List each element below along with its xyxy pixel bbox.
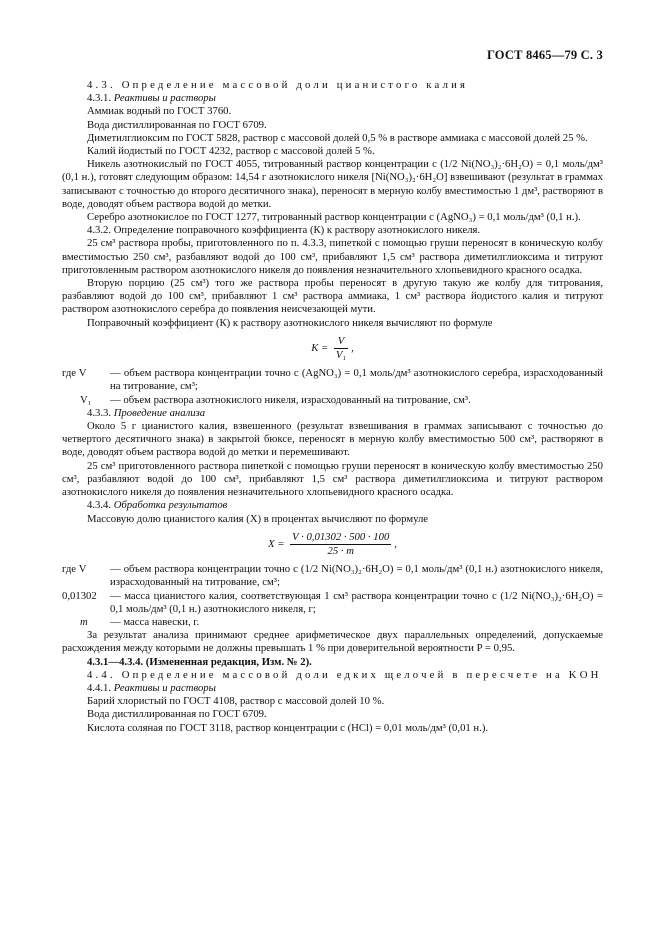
section-4-4-title: 4.4. Определение массовой доли едких щелочей в пересчете на KOH: [87, 668, 602, 681]
formula-x: X = $\frac{V \cdot 0,01302 \cdot 500 \cdot 100}{25 \cdot m}$ ,: [268, 530, 397, 557]
section-4-3-title: 4.3. Определение массовой доли цианистого калия: [87, 79, 469, 91]
definition-0-01302: 0,01302 — масса цианистого калия, соответствующая 1 см³ раствора концентрации точно с (1/2 Ni(NO₃)₂·6H₂O) = 0,1 моль/дм³ (0,1 н.) азотнокислого никеля, г;: [62, 589, 603, 615]
page-header: ГОСТ 8465—79 С. 3: [486, 48, 603, 62]
formula-k: K = $\frac{V}{\text{V₁}}$ ,: [311, 334, 354, 362]
subsection-4-3-1: 4.3.1. Реактивы и растворы: [87, 92, 216, 105]
paragraph-4-3-4-a: Массовую долю цианистого калия (X) в процентах вычисляют по формуле: [87, 512, 429, 525]
definition-v-2: где V — объем раствора концентрации точно с (1/2 Ni(NO₃)₂·6H₂O) = 0,1 моль/дм³ (0,1 н.) азотнокислого никеля, израсходованный на титрование, см³;: [62, 563, 603, 589]
subsection-4-3-2: 4.3.2. Определение поправочного коэффициента (К) к раствору азотнокислого никеля.: [87, 224, 481, 237]
formula-x-fraction: $\frac{V \cdot 0,01302 \cdot 500 \cdot 100}{25 \cdot m}$: [292, 530, 390, 557]
paragraph-4-3-2-b: Вторую порцию (25 см³) того же раствора пробы переносят в другую такую же колбу для титрования, разбавляют водой до 100 см³, прибавляют 1 см³ раствора аммиака, 1 см³ раствора йодистого калия и титруют раствором азотнокислого серебра до появления неисчезающей мути.: [62, 277, 603, 316]
reagent-dimethylglyoxime: Диметилглиоксим по ГОСТ 5828, раствор с массовой долей 0,5 % в растворе аммиака с массовой долей 25 %.: [87, 131, 588, 144]
paragraph-4-3-3-b: 25 см³ приготовленного раствора пипеткой с помощью груши переносят в коническую колбу вместимостью 250 см³, разбавляют водой до 100 см³, прибавляют 1,5 см³ раствора диметилглиоксима и титруют раствором азотнокислого никеля до появления незначительного хлопьевидного красного осадка.: [62, 459, 603, 499]
subsection-4-3-4: 4.3.4. Обработка результатов: [87, 499, 228, 512]
paragraph-4-3-2-c: Поправочный коэффициент (К) к раствору азотнокислого никеля вычисляют по формуле: [87, 316, 493, 329]
reagent-water: Вода дистиллированная по ГОСТ 6709.: [87, 118, 267, 131]
paragraph-4-3-3-a: Около 5 г цианистого калия, взвешенного (результат взвешивания в граммах записывают с точностью до четвертого десятичного знака) в закрытой бюксе, переносят в мерную колбу вместимостью 500 см³, растворяют в воде, доводят объем раствора водой до метки и перемешивают.: [62, 420, 603, 459]
reagent-potassium-iodide: Калий йодистый по ГОСТ 4232, раствор с массовой долей 5 %.: [87, 145, 375, 158]
formula-k-fraction: $\frac{V}{\text{V₁}}$: [335, 334, 347, 362]
document-body: [62, 79, 603, 735]
reagent-hydrochloric-acid: Кислота соляная по ГОСТ 3118, раствор концентрации с (HCl) = 0,01 моль/дм³ (0,01 н.).: [87, 721, 489, 734]
subsection-4-4-1: 4.4.1. Реактивы и растворы: [87, 681, 216, 694]
reagent-nickel-nitrate: Никель азотнокислый по ГОСТ 4055, титрованный раствор концентрации с (1/2 Ni(NO₃)₂·6H₂O) = 0,1 моль/дм³ (0,1 н.), готовят следующим образом: 14,54 г азотнокислого никеля [Ni(NO₃)₂·6H₂O] взвешивают (результат в граммах записывают с точностью до второго десятичного знака), переносят в мерную колбу вместимостью 1 дм³, растворяют в воде, доводят объем раствора водой до метки.: [62, 158, 603, 210]
reagent-ammonia: Аммиак водный по ГОСТ 3760.: [87, 105, 232, 118]
definition-m: m — масса навески, г.: [80, 615, 200, 628]
reagent-silver-nitrate: Серебро азотнокислое по ГОСТ 1277, титрованный раствор концентрации с (AgNO₃) = 0,1 моль/дм³ (0,1 н.).: [87, 211, 581, 224]
definition-v1: V₁ — объем раствора азотнокислого никеля, израсходованный на титрование, см³.: [80, 393, 471, 406]
reagent-water-2: Вода дистиллированная по ГОСТ 6709.: [87, 708, 267, 721]
amendment-note: 4.3.1—4.3.4. (Измененная редакция, Изм. № 2).: [87, 655, 312, 668]
paragraph-4-3-2-a: 25 см³ раствора пробы, приготовленного по п. 4.3.3, пипеткой с помощью груши переносят в коническую колбу вместимостью 250 см³, разбавляют водой до 100 см³, прибавляют 1,5 см³ раствора диметилглиоксима и титруют приготовленным раствором азотнокислого никеля до появления незначительного хлопьевидного красного осадка.: [62, 237, 603, 276]
paragraph-4-3-4-b: За результат анализа принимают среднее арифметическое двух параллельных определений, допускаемые расхождения между которыми не должны превышать 1 % при доверительной вероятности P = 0,95.: [62, 629, 603, 655]
subsection-4-3-3: 4.3.3. Проведение анализа: [87, 406, 206, 419]
definition-v-1: где V — объем раствора концентрации точно с (AgNO₃) = 0,1 моль/дм³ азотнокислого серебра, израсходованный на титрование, см³;: [62, 367, 603, 393]
reagent-barium-chloride: Барий хлористый по ГОСТ 4108, раствор с массовой долей 10 %.: [87, 695, 385, 708]
